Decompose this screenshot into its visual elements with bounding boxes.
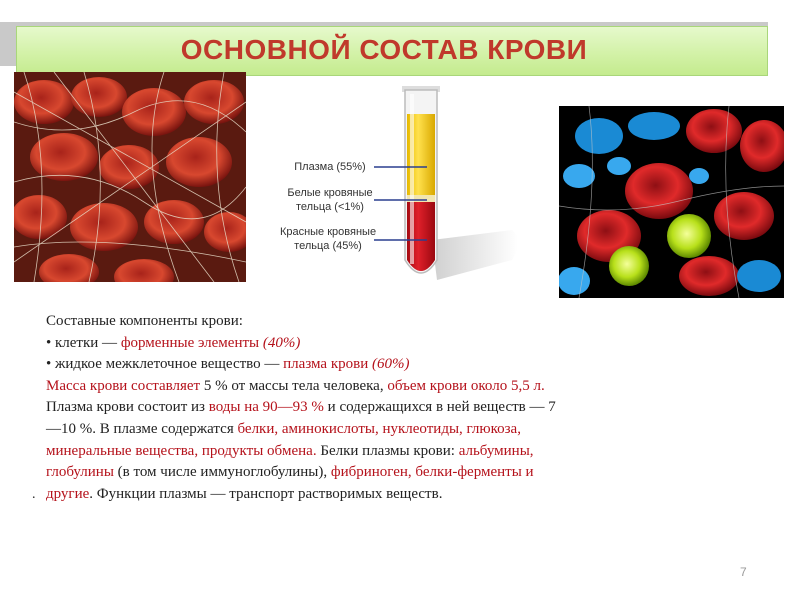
text-span: белки, аминокислоты, нуклеотиды, глюкоза, [237, 420, 521, 437]
text-span: фибриноген, белки-ферменты и [330, 464, 534, 481]
text-span: Плазма крови состоит из [46, 399, 209, 416]
text-span: воды на [208, 399, 263, 416]
text-span: Белки плазмы крови: [320, 442, 459, 459]
text-span: объем крови около [387, 377, 511, 394]
text-span: глобулины [46, 464, 114, 481]
page-number: 7 [740, 565, 747, 579]
white-cells-label-line1: Белые кровяные [287, 187, 373, 199]
text-span: . Функции плазмы — транспорт растворимых веществ [89, 485, 439, 502]
formed-elements-term: форменные элементы [120, 334, 263, 351]
text-line-2 [46, 333, 776, 355]
formed-elements-percent: (40%) [262, 334, 301, 351]
text-span: от массы тела человека, [227, 377, 388, 394]
text-line-4 [46, 376, 776, 398]
text-span: 5 % [203, 377, 228, 394]
body-text [46, 311, 776, 505]
text-span: минеральные вещества, продукты обмена. [46, 442, 321, 459]
stray-dot: . [32, 487, 36, 502]
title-bar [0, 22, 768, 66]
text-line-3 [46, 354, 776, 376]
text-span: другие [46, 485, 90, 502]
blood-test-tube-diagram [262, 80, 532, 290]
slide-title: ОСНОВНОЙ СОСТАВ КРОВИ [180, 34, 588, 65]
text-line-5 [46, 397, 776, 419]
text-line-1 [46, 311, 776, 333]
white-cells-label-line2: тельца (<1%) [296, 201, 364, 213]
text-span: 90—93 % [262, 399, 324, 416]
red-cells-label-line1: Красные кровяные [279, 226, 377, 238]
liquid-bullet: • жидкое межклеточное вещество — [46, 356, 284, 373]
text-span: (в том числе иммуноглобулины), [113, 464, 331, 481]
cells-bullet: • клетки — [46, 334, 121, 351]
blood-cells-photo [559, 106, 784, 298]
plasma-term: плазма крови [283, 356, 372, 373]
red-cells-label-line2: тельца (45%) [294, 240, 362, 252]
text-span: 5,5 л. [510, 377, 545, 394]
red-blood-cells-photo [14, 72, 246, 282]
text-line-9 [46, 484, 776, 506]
components-heading: Составные компоненты крови: [46, 313, 243, 329]
text-line-6 [46, 419, 776, 441]
text-span: —10 %. В плазме содержатся [46, 420, 238, 437]
text-span: и содержащихся в ней веществ — 7 [323, 399, 556, 416]
text-line-8 [46, 462, 776, 484]
text-span: Масса крови составляет [46, 377, 204, 394]
text-span: альбумины, [458, 442, 534, 459]
plasma-percent: (60%) [371, 356, 410, 373]
plasma-label: Плазма (55%) [294, 161, 366, 173]
text-line-7 [46, 441, 776, 463]
text-span: . [438, 485, 443, 502]
